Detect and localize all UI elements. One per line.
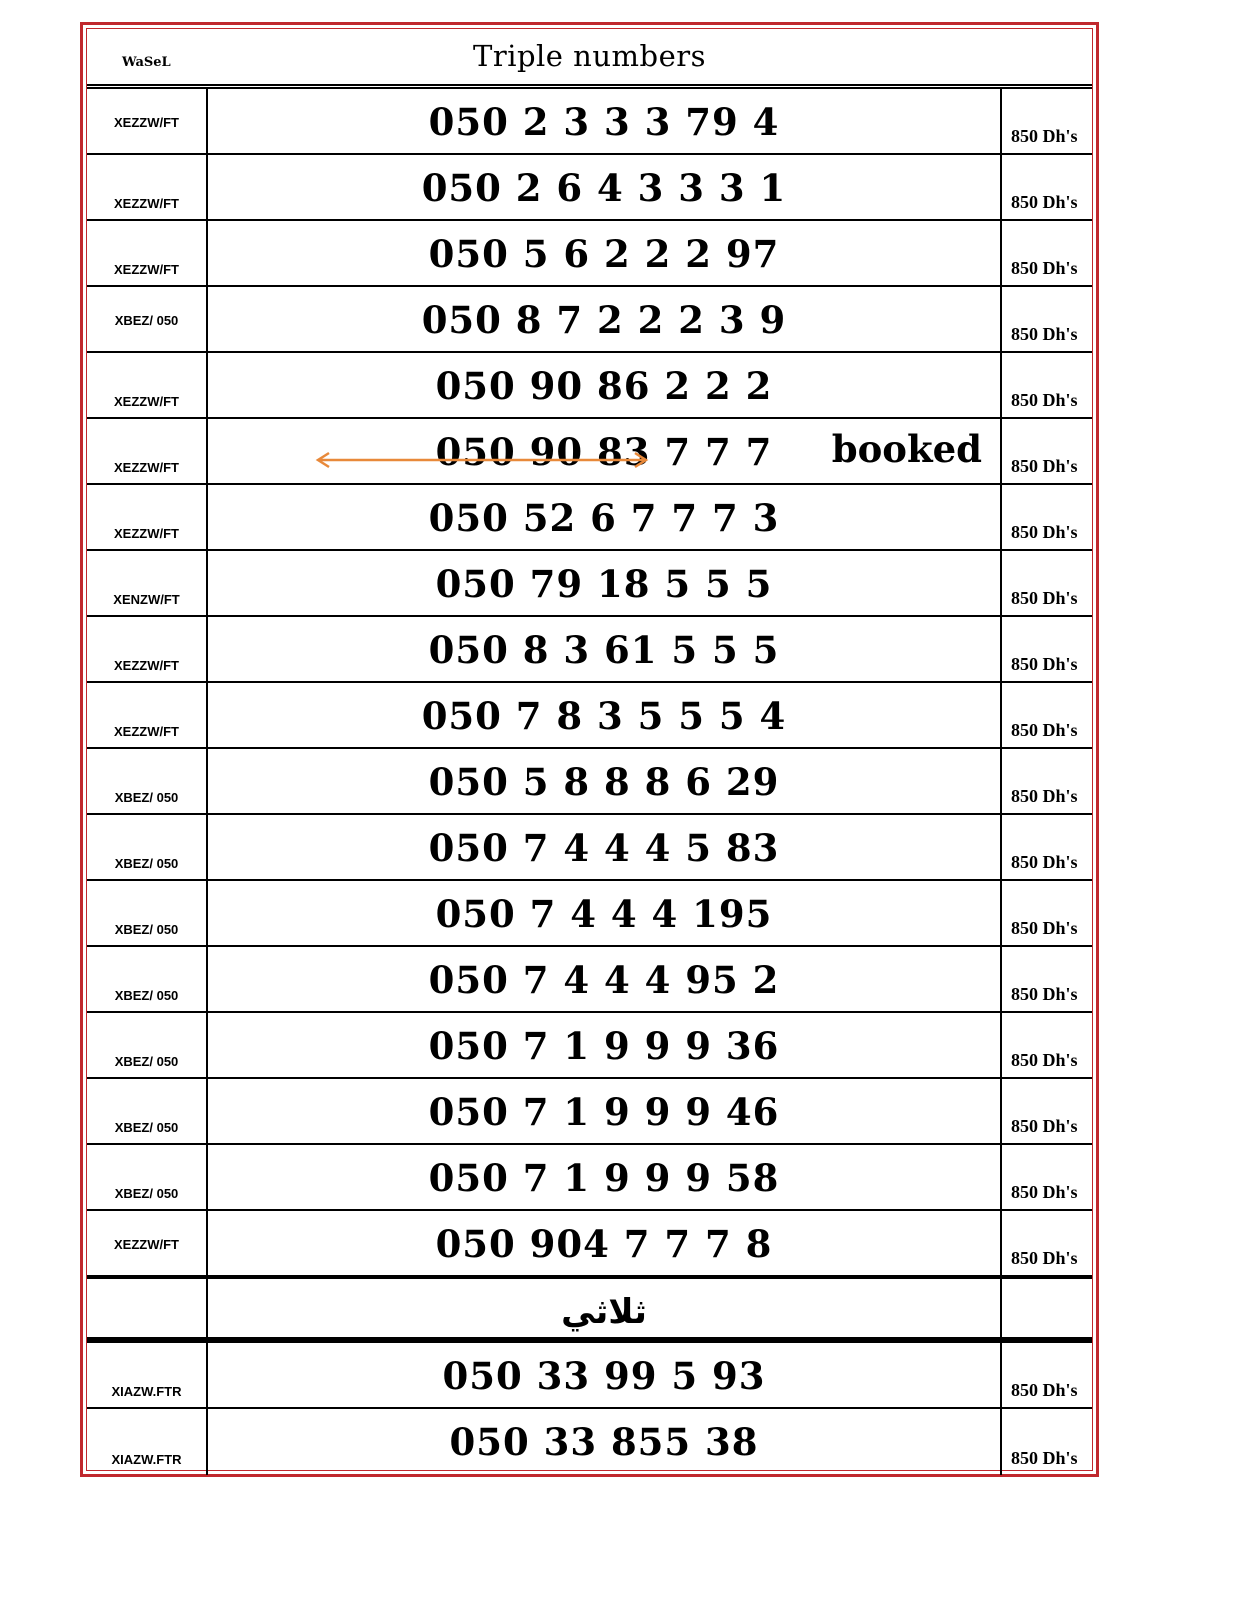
sim-code-cell <box>87 881 208 945</box>
page-title: Triple numbers <box>472 39 707 73</box>
price-cell <box>1000 947 1092 1011</box>
price-cell <box>1000 1079 1092 1143</box>
sim-code-cell <box>87 1145 208 1209</box>
sim-code: XBEZ/ 050 <box>114 1120 179 1135</box>
price: 850 Dh's <box>1011 852 1078 872</box>
phone-number: 050 33 855 38 <box>449 1420 759 1464</box>
price-cell <box>1000 551 1092 615</box>
price-cell <box>1000 815 1092 879</box>
price: 850 Dh's <box>1011 654 1078 674</box>
table-row <box>87 683 1092 749</box>
price-cell <box>1000 419 1092 483</box>
table-row <box>87 485 1092 551</box>
table-row <box>87 1343 1092 1409</box>
phone-number: 050 5 6 2 2 2 97 <box>428 232 780 276</box>
phone-number: 050 5 8 8 8 6 29 <box>428 760 780 804</box>
sim-code-cell <box>87 419 208 483</box>
price: 850 Dh's <box>1011 786 1078 806</box>
price-cell <box>1000 1013 1092 1077</box>
sim-code-cell <box>87 1409 208 1475</box>
phone-number: 050 90 86 2 2 2 <box>435 364 773 408</box>
price-cell <box>1000 353 1092 417</box>
price-list-sheet <box>80 22 1099 1477</box>
table-row <box>87 947 1092 1013</box>
price-cell <box>1000 287 1092 351</box>
price-cell <box>1000 485 1092 549</box>
sim-code: XBEZ/ 050 <box>114 313 179 328</box>
phone-number: 050 7 1 9 9 9 58 <box>428 1156 780 1200</box>
price-cell <box>1000 683 1092 747</box>
sim-code-cell <box>87 485 208 549</box>
table-row <box>87 749 1092 815</box>
phone-number: 050 2 6 4 3 3 3 1 <box>421 166 787 210</box>
header <box>87 29 1092 86</box>
sim-code-cell <box>87 815 208 879</box>
sim-code: XBEZ/ 050 <box>114 1054 179 1069</box>
sim-code-cell <box>87 89 208 153</box>
empty-price-cell <box>1000 1279 1092 1337</box>
sim-code: XIAZW.FTR <box>111 1384 182 1399</box>
price: 850 Dh's <box>1011 1248 1078 1268</box>
price: 850 Dh's <box>1011 1050 1078 1070</box>
sheet-inner-border <box>86 28 1093 1471</box>
price: 850 Dh's <box>1011 126 1078 146</box>
sim-code: XBEZ/ 050 <box>114 790 179 805</box>
price-cell <box>1000 221 1092 285</box>
table-row <box>87 617 1092 683</box>
table-row <box>87 155 1092 221</box>
sim-code: XEZZW/FT <box>114 115 179 130</box>
table-row <box>87 881 1092 947</box>
phone-number: 050 7 4 4 4 95 2 <box>428 958 780 1002</box>
phone-number: 050 7 4 4 4 5 83 <box>428 826 780 870</box>
price: 850 Dh's <box>1011 324 1078 344</box>
price-cell <box>1000 1409 1092 1475</box>
phone-number: 050 904 7 7 7 8 <box>435 1222 773 1266</box>
phone-number: 050 90 83 7 7 7 <box>435 430 773 474</box>
phone-number: 050 7 8 3 5 5 5 4 <box>421 694 787 738</box>
empty-code-cell <box>87 1279 208 1337</box>
section-header-row <box>87 1277 1092 1343</box>
sim-code-cell <box>87 947 208 1011</box>
sim-code: XBEZ/ 050 <box>114 988 179 1003</box>
price-cell <box>1000 1145 1092 1209</box>
table-row <box>87 89 1092 155</box>
sim-code: XEZZW/FT <box>114 460 179 475</box>
price: 850 Dh's <box>1011 588 1078 608</box>
sim-code: XEZZW/FT <box>114 196 179 211</box>
price: 850 Dh's <box>1011 192 1078 212</box>
strikethrough-arrow-icon <box>315 451 649 469</box>
sim-code: XEZZW/FT <box>114 262 179 277</box>
price: 850 Dh's <box>1011 1116 1078 1136</box>
sim-code-cell <box>87 683 208 747</box>
booked-label: booked <box>831 427 982 471</box>
table-row <box>87 221 1092 287</box>
price-cell <box>1000 881 1092 945</box>
price: 850 Dh's <box>1011 456 1078 476</box>
sim-code-cell <box>87 353 208 417</box>
price: 850 Dh's <box>1011 1448 1078 1468</box>
price-cell <box>1000 1343 1092 1407</box>
table-row <box>87 815 1092 881</box>
phone-number: 050 2 3 3 3 79 4 <box>428 100 780 144</box>
sim-code: XIAZW.FTR <box>111 1452 182 1467</box>
phone-number: 050 8 7 2 2 2 3 9 <box>421 298 787 342</box>
table-row <box>87 1145 1092 1211</box>
sim-code-cell <box>87 1211 208 1275</box>
table-row <box>87 353 1092 419</box>
numbers-table <box>87 87 1092 1470</box>
price: 850 Dh's <box>1011 1380 1078 1400</box>
sim-code: XENZW/FT <box>113 592 180 607</box>
sim-code-cell <box>87 1343 208 1407</box>
price-cell <box>1000 155 1092 219</box>
brand-label: WaSeL <box>122 55 171 70</box>
sim-code: XEZZW/FT <box>114 394 179 409</box>
table-row <box>87 1409 1092 1475</box>
price-cell <box>1000 749 1092 813</box>
phone-number: 050 33 99 5 93 <box>442 1354 766 1398</box>
phone-number: 050 8 3 61 5 5 5 <box>428 628 780 672</box>
phone-number: 050 52 6 7 7 7 3 <box>428 496 780 540</box>
table-row <box>87 1211 1092 1277</box>
sim-code: XBEZ/ 050 <box>114 1186 179 1201</box>
price-cell <box>1000 1211 1092 1275</box>
sim-code-cell <box>87 1013 208 1077</box>
phone-number: 050 7 1 9 9 9 46 <box>428 1090 780 1134</box>
sim-code-cell <box>87 287 208 351</box>
price: 850 Dh's <box>1011 390 1078 410</box>
table-row <box>87 551 1092 617</box>
sim-code-cell <box>87 155 208 219</box>
sim-code-cell <box>87 551 208 615</box>
phone-number: 050 7 1 9 9 9 36 <box>428 1024 780 1068</box>
sim-code: XEZZW/FT <box>114 724 179 739</box>
phone-number: 050 7 4 4 4 195 <box>435 892 773 936</box>
price-cell <box>1000 89 1092 153</box>
price: 850 Dh's <box>1011 984 1078 1004</box>
table-row <box>87 1013 1092 1079</box>
price-cell <box>1000 617 1092 681</box>
sim-code: XBEZ/ 050 <box>114 922 179 937</box>
table-row <box>87 419 1092 485</box>
sim-code: XEZZW/FT <box>114 658 179 673</box>
sim-code-cell <box>87 221 208 285</box>
sim-code: XEZZW/FT <box>114 526 179 541</box>
price: 850 Dh's <box>1011 522 1078 542</box>
price: 850 Dh's <box>1011 720 1078 740</box>
sim-code: XEZZW/FT <box>114 1237 179 1252</box>
sim-code-cell <box>87 617 208 681</box>
phone-number: 050 79 18 5 5 5 <box>435 562 773 606</box>
sim-code-cell <box>87 1079 208 1143</box>
sim-code-cell <box>87 749 208 813</box>
sim-code: XBEZ/ 050 <box>114 856 179 871</box>
section-label: ثلاثي <box>561 1292 647 1332</box>
price: 850 Dh's <box>1011 258 1078 278</box>
price: 850 Dh's <box>1011 918 1078 938</box>
price: 850 Dh's <box>1011 1182 1078 1202</box>
table-row <box>87 1079 1092 1145</box>
table-row <box>87 287 1092 353</box>
